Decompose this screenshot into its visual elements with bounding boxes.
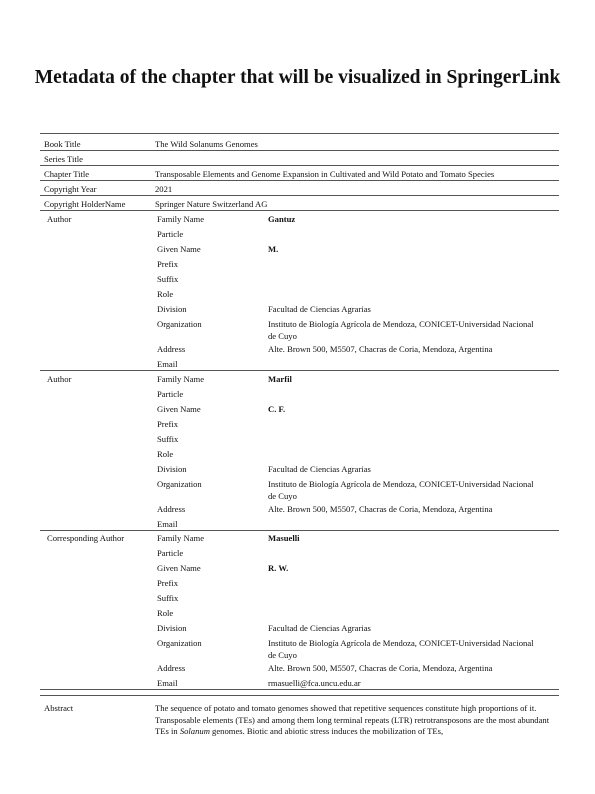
section-divider — [40, 370, 559, 371]
author-field-label: Given Name — [157, 404, 201, 414]
author-field-label: Particle — [157, 548, 184, 558]
section-divider — [40, 530, 559, 531]
page-title: Metadata of the chapter that will be visualized in SpringerLink — [34, 67, 561, 88]
abstract-top-rule — [40, 695, 559, 696]
author-field-value: Facultad de Ciencias Agrarias — [268, 464, 371, 474]
author-field-value: Alte. Brown 500, M5507, Chacras de Coria, Mendoza, Argentina — [268, 344, 493, 354]
abstract-text — [155, 703, 550, 738]
author-field-value: Instituto de Biología Agrícola de Mendoza, CONICET-Universidad Nacional de Cuyo — [268, 319, 534, 341]
author-role-label: Author — [47, 214, 72, 224]
author-field-value: rmasuelli@fca.uncu.edu.ar — [268, 678, 361, 688]
author-field-label: Suffix — [157, 274, 179, 284]
author-field-label: Organization — [157, 319, 202, 329]
book-row-label: Chapter Title — [44, 169, 90, 179]
author-field-label: Family Name — [157, 214, 205, 224]
abstract-text-part-1: The sequence of potato and tomato genomes showed that repetitive sequences constitute high proportions of it. Transposable elements (TEs) and among them long terminal repeats (LTR) retrotransposons are the most abundant TEs in — [155, 703, 550, 737]
author-field-label: Family Name — [157, 374, 205, 384]
author-field-label: Particle — [157, 229, 184, 239]
abstract-label: Abstract — [44, 703, 74, 713]
section-divider — [40, 689, 559, 690]
author-field-value: R. W. — [268, 563, 289, 573]
author-field-label: Address — [157, 344, 186, 354]
author-field-label: Email — [157, 678, 178, 688]
author-field-label: Division — [157, 623, 187, 633]
author-field-label: Prefix — [157, 578, 179, 588]
book-row-value: Transposable Elements and Genome Expansion in Cultivated and Wild Potato and Tomato Species — [155, 169, 495, 179]
author-field-label: Family Name — [157, 533, 205, 543]
row-divider — [40, 210, 559, 211]
abstract-text-italic: Solanum — [179, 726, 210, 737]
author-field-label: Role — [157, 449, 174, 459]
author-field-label: Given Name — [157, 563, 201, 573]
author-field-label: Address — [157, 663, 186, 673]
book-row-value: The Wild Solanums Genomes — [155, 139, 258, 149]
row-divider — [40, 150, 559, 151]
author-field-value: Instituto de Biología Agrícola de Mendoza, CONICET-Universidad Nacional de Cuyo — [268, 638, 534, 660]
author-field-label: Organization — [157, 479, 202, 489]
author-field-label: Organization — [157, 638, 202, 648]
book-row-label: Copyright HolderName — [44, 199, 126, 209]
author-field-label: Email — [157, 359, 178, 369]
row-divider — [40, 180, 559, 181]
abstract-text-part-2: genomes. Biotic and abiotic stress induces the mobilization of TEs, — [209, 726, 444, 737]
author-field-value: Marfil — [268, 374, 292, 384]
author-field-label: Role — [157, 289, 174, 299]
author-field-value: Instituto de Biología Agrícola de Mendoza, CONICET-Universidad Nacional de Cuyo — [268, 479, 534, 501]
book-row-label: Series Title — [44, 154, 83, 164]
author-field-value: Facultad de Ciencias Agrarias — [268, 304, 371, 314]
row-divider — [40, 165, 559, 166]
author-field-value: Alte. Brown 500, M5507, Chacras de Coria, Mendoza, Argentina — [268, 504, 493, 514]
author-field-label: Suffix — [157, 434, 179, 444]
table-top-rule — [40, 133, 559, 134]
author-field-label: Given Name — [157, 244, 201, 254]
author-field-value: M. — [268, 244, 279, 254]
author-field-label: Address — [157, 504, 186, 514]
author-field-label: Email — [157, 519, 178, 529]
author-role-label: Author — [47, 374, 72, 384]
author-field-value: Masuelli — [268, 533, 300, 543]
author-field-label: Prefix — [157, 259, 179, 269]
author-field-label: Division — [157, 304, 187, 314]
author-field-value: Gantuz — [268, 214, 296, 224]
book-row-label: Copyright Year — [44, 184, 97, 194]
author-role-label: Corresponding Author — [47, 533, 125, 543]
author-field-label: Role — [157, 608, 174, 618]
author-field-label: Suffix — [157, 593, 179, 603]
row-divider — [40, 195, 559, 196]
author-field-label: Particle — [157, 389, 184, 399]
author-field-label: Division — [157, 464, 187, 474]
book-row-label: Book Title — [44, 139, 81, 149]
author-field-value: Alte. Brown 500, M5507, Chacras de Coria, Mendoza, Argentina — [268, 663, 493, 673]
author-field-value: C. F. — [268, 404, 286, 414]
book-row-value: Springer Nature Switzerland AG — [155, 199, 268, 209]
book-row-value: 2021 — [155, 184, 173, 194]
author-field-label: Prefix — [157, 419, 179, 429]
author-field-value: Facultad de Ciencias Agrarias — [268, 623, 371, 633]
